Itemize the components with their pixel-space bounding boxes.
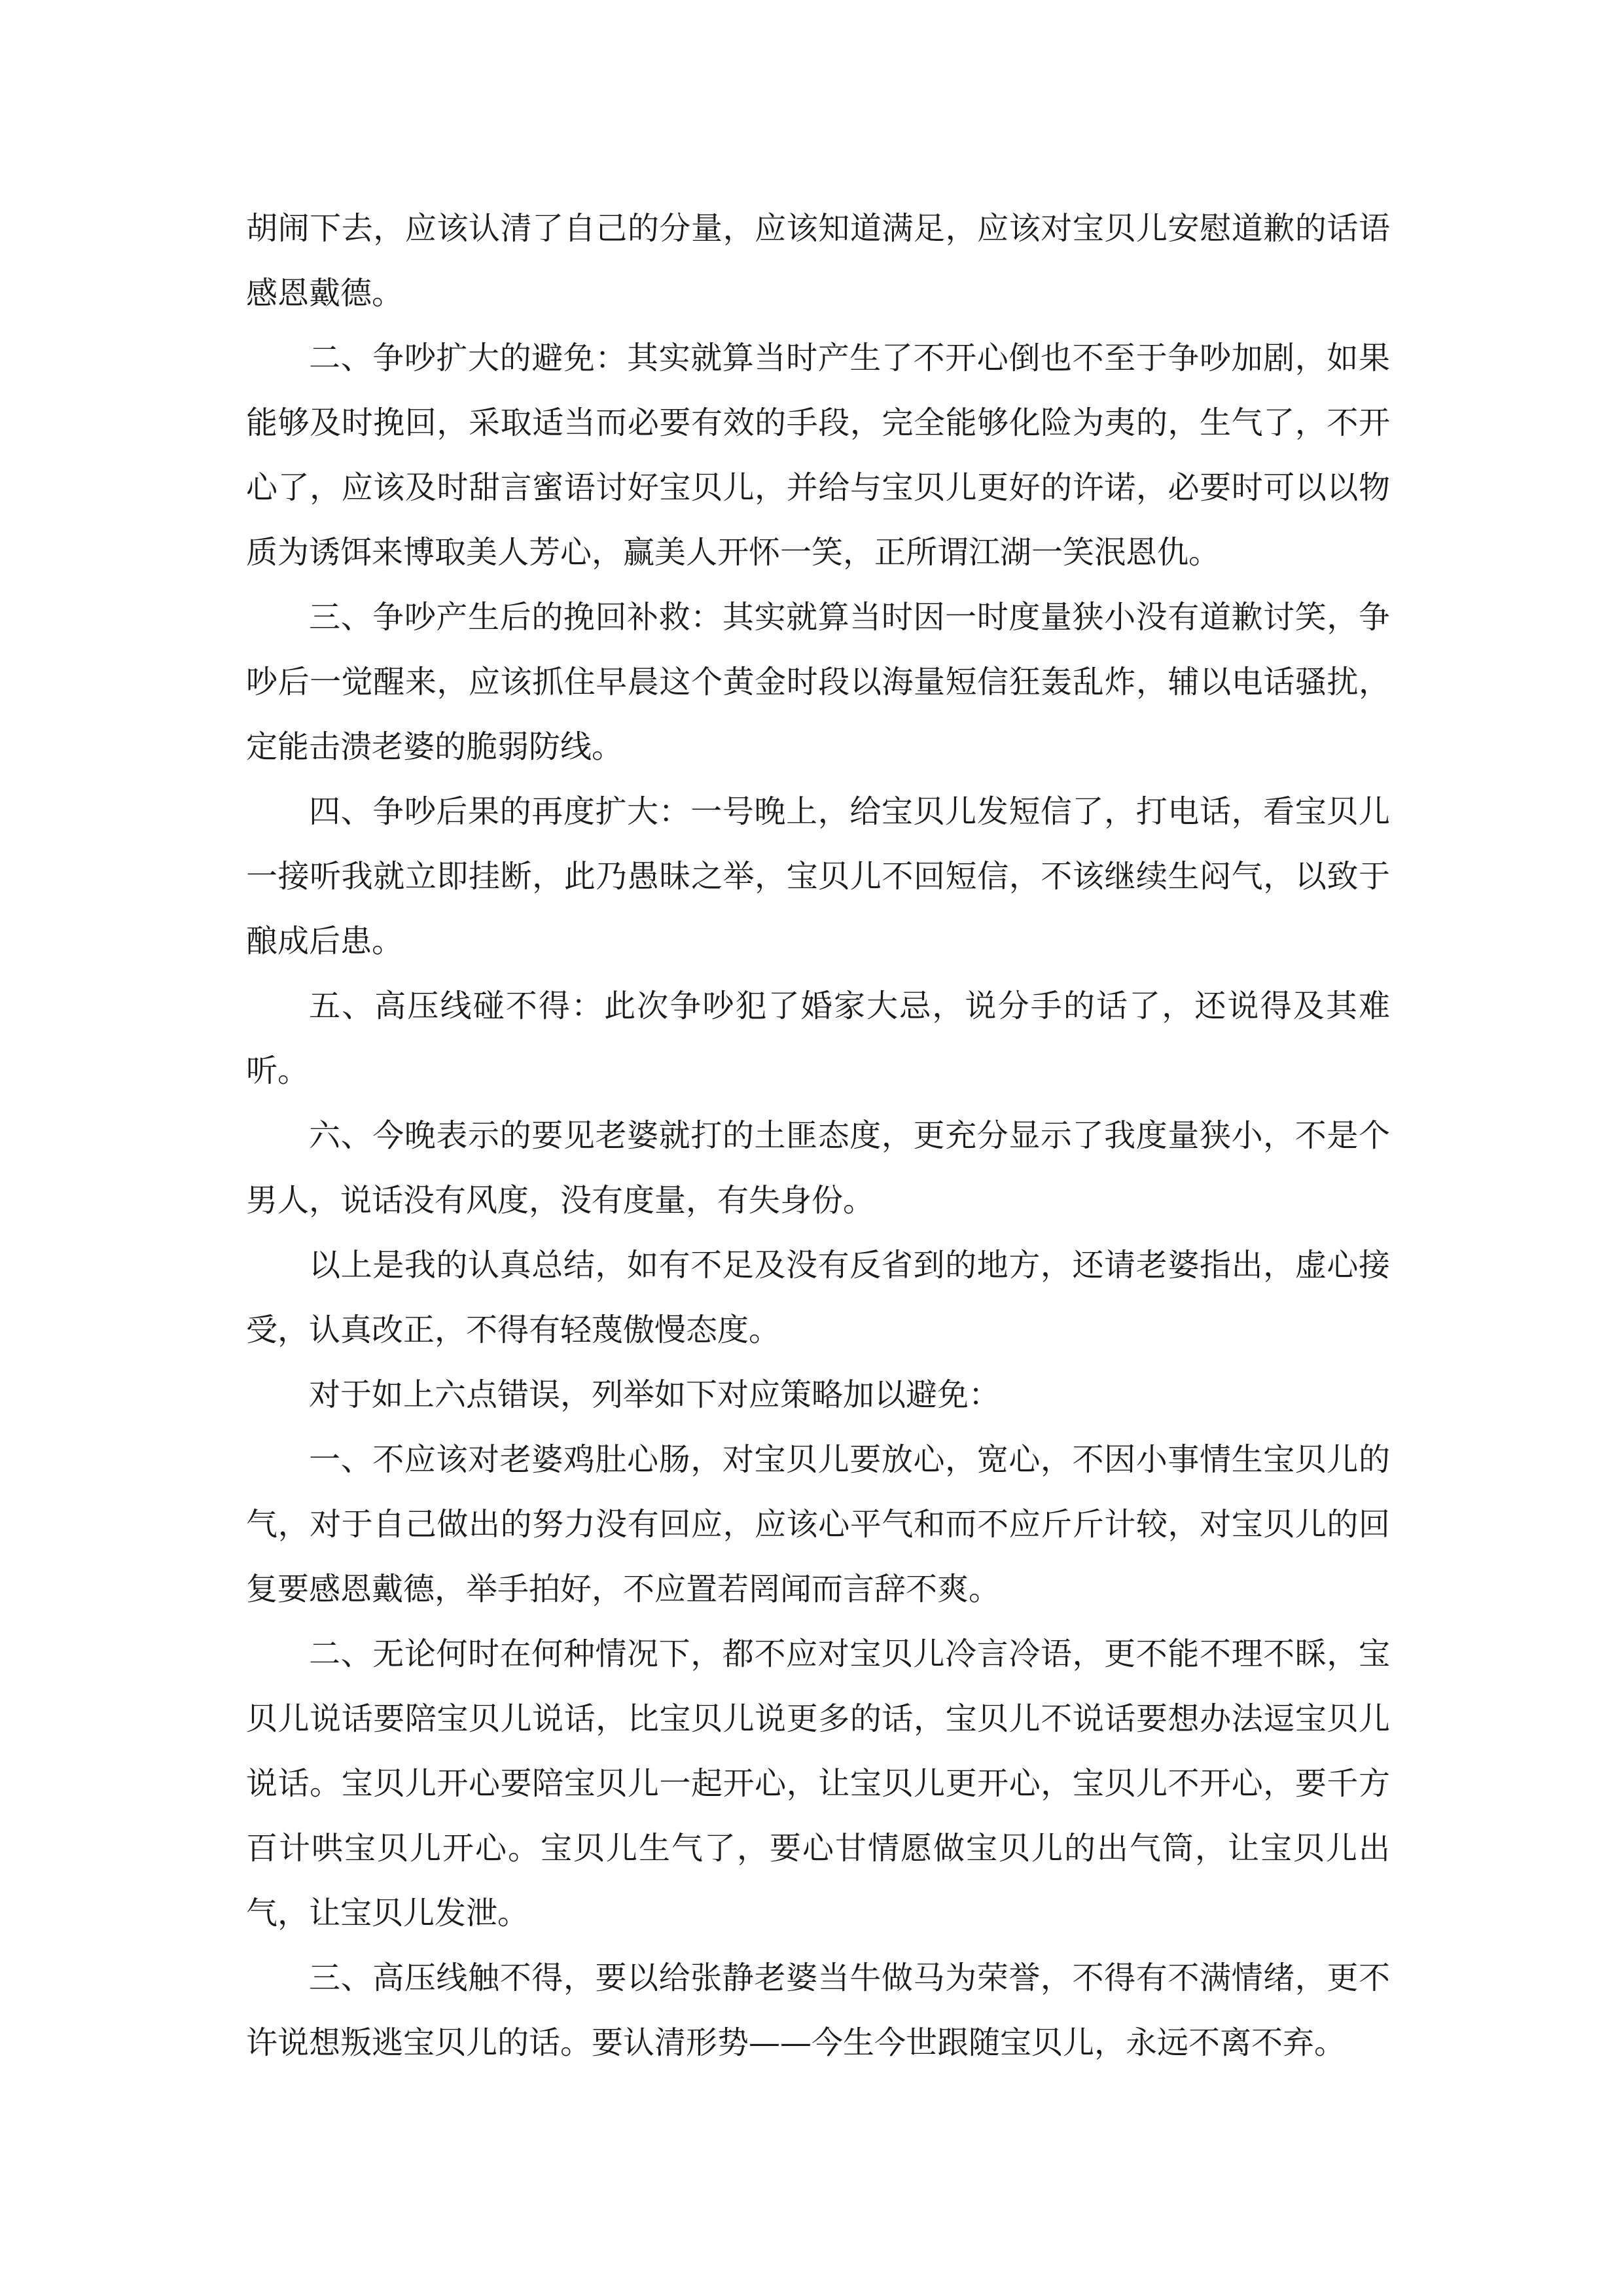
paragraph-strategy-3: 三、高压线触不得，要以给张静老婆当牛做马为荣誉，不得有不满情绪，更不许说想叛逃宝贝儿的话。要认清形势——今生今世跟随宝贝儿，永远不离不弃。 — [246, 1960, 1390, 2061]
paragraph-strategy-intro: 对于如上六点错误，列举如下对应策略加以避免： — [309, 1376, 1001, 1413]
paragraph-point-5: 五、高压线碰不得：此次争吵犯了婚家大忌，说分手的话了，还说得及其难听。 — [246, 988, 1390, 1089]
paragraph-continuation: 胡闹下去，应该认清了自己的分量，应该知道满足，应该对宝贝儿安慰道歉的话语感恩戴德。 — [246, 210, 1390, 312]
paragraph-point-3: 三、争吵产生后的挽回补救：其实就算当时因一时度量狭小没有道歉讨笑，争吵后一觉醒来，应该抓住早晨这个黄金时段以海量短信狂轰乱炸，辅以电话骚扰，定能击溃老婆的脆弱防线。 — [246, 599, 1390, 765]
paragraph-point-6: 六、今晚表示的要见老婆就打的土匪态度，更充分显示了我度量狭小，不是个男人，说话没有风度，没有度量，有失身份。 — [246, 1117, 1390, 1219]
paragraph-point-4: 四、争吵后果的再度扩大：一号晚上，给宝贝儿发短信了，打电话，看宝贝儿一接听我就立即挂断，此乃愚昧之举，宝贝儿不回短信，不该继续生闷气，以致于酿成后患。 — [246, 793, 1390, 960]
paragraph-strategy-1: 一、不应该对老婆鸡肚心肠，对宝贝儿要放心，宽心，不因小事情生宝贝儿的气，对于自己做出的努力没有回应，应该心平气和而不应斤斤计较，对宝贝儿的回复要感恩戴德，举手拍好，不应置若罔闻而言辞不爽。 — [246, 1441, 1390, 1607]
paragraph-summary: 以上是我的认真总结，如有不足及没有反省到的地方，还请老婆指出，虚心接受，认真改正，不得有轻蔑傲慢态度。 — [246, 1247, 1390, 1348]
document-body — [246, 196, 1390, 2075]
paragraph-point-2: 二、争吵扩大的避免：其实就算当时产生了不开心倒也不至于争吵加剧，如果能够及时挽回，采取适当而必要有效的手段，完全能够化险为夷的，生气了，不开心了，应该及时甜言蜜语讨好宝贝儿，并给与宝贝儿更好的许诺，必要时可以以物质为诱饵来博取美人芳心，赢美人开怀一笑，正所谓江湖一笑泯恩仇。 — [246, 340, 1390, 571]
paragraph-strategy-2: 二、无论何时在何种情况下，都不应对宝贝儿冷言冷语，更不能不理不睬，宝贝儿说话要陪宝贝儿说话，比宝贝儿说更多的话，宝贝儿不说话要想办法逗宝贝儿说话。宝贝儿开心要陪宝贝儿一起开心，让宝贝儿更开心，宝贝儿不开心，要千方百计哄宝贝儿开心。宝贝儿生气了，要心甘情愿做宝贝儿的出气筒，让宝贝儿出气，让宝贝儿发泄。 — [246, 1636, 1390, 1931]
